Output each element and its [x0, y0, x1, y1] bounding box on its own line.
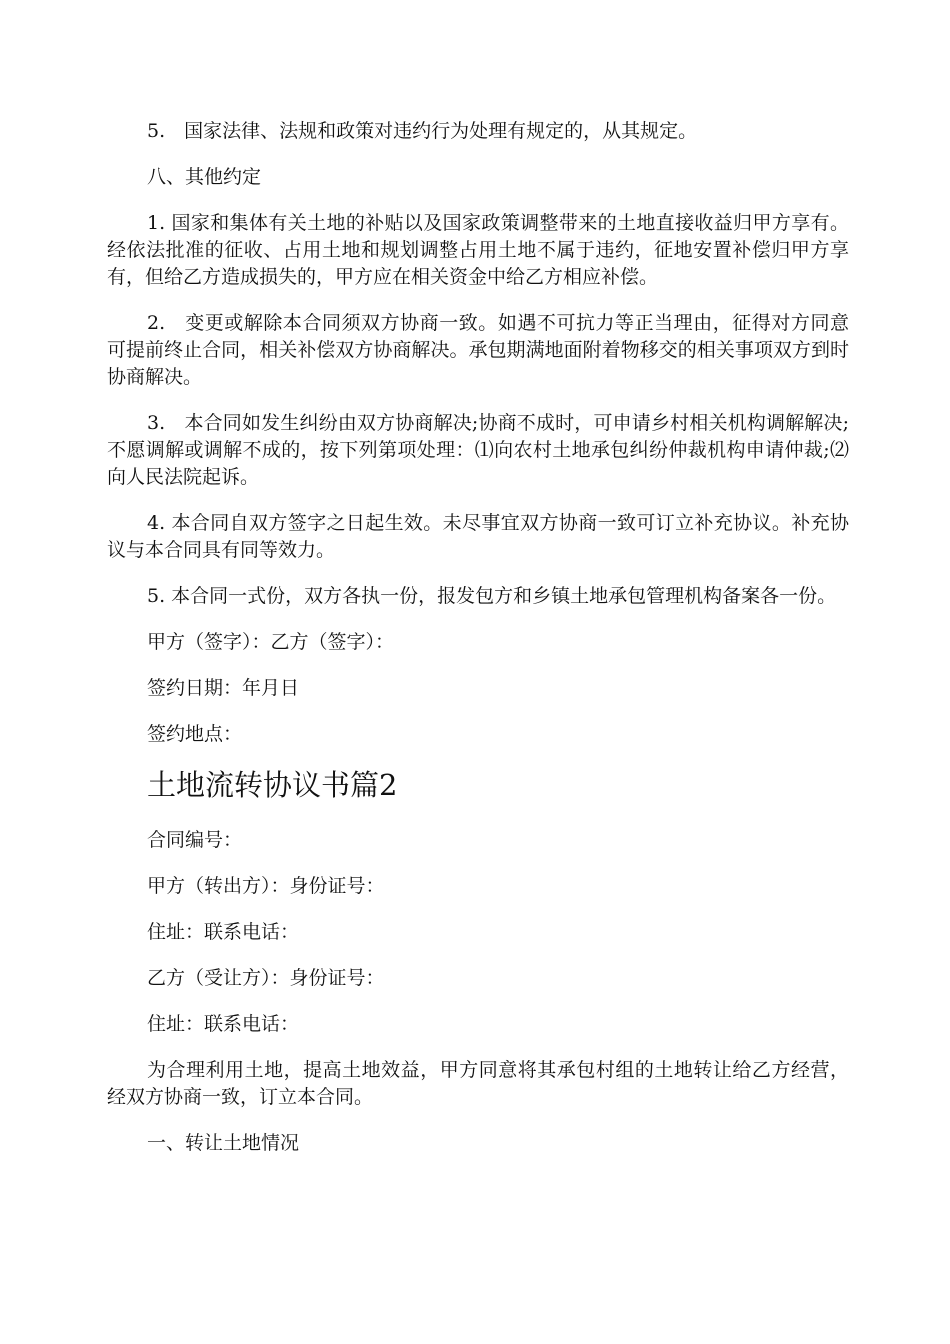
- paragraph-effective: 4. 本合同自双方签字之日起生效。未尽事宜双方协商一致可订立补充协议。补充协议与本合同具有同等效力。: [107, 512, 849, 561]
- signature-line: 甲方（签字）：乙方（签字）：: [147, 631, 395, 653]
- party-a-line: 甲方（转出方）：身份证号：: [147, 875, 385, 897]
- contract-number: 合同编号：: [147, 829, 243, 851]
- paragraph-change-termination: 2. 变更或解除本合同须双方协商一致。如遇不可抗力等正当理由，征得对方同意可提前终止合同，相关补偿双方协商解决。承包期满地面附着物移交的相关事项双方到时协商解决。: [107, 312, 849, 388]
- party-b-line: 乙方（受让方）：身份证号：: [147, 967, 385, 989]
- signing-date: 签约日期：年月日: [147, 677, 300, 699]
- paragraph-law-regulation: 5. 国家法律、法规和政策对违约行为处理有规定的，从其规定。: [147, 120, 698, 142]
- section-title-land-transfer: 一、转让土地情况: [147, 1132, 300, 1154]
- party-a-address: 住址：联系电话：: [147, 921, 300, 943]
- party-b-address: 住址：联系电话：: [147, 1013, 300, 1035]
- document-heading: 土地流转协议书篇2: [147, 768, 398, 802]
- section-title-other-agreements: 八、其他约定: [147, 166, 262, 188]
- paragraph-purpose: 为合理利用土地，提高土地效益，甲方同意将其承包村组的土地转让给乙方经营，经双方协商一致，订立本合同。: [107, 1059, 849, 1108]
- paragraph-dispute: 3. 本合同如发生纠纷由双方协商解决;协商不成时，可申请乡村相关机构调解解决;不愿调解或调解不成的，按下列第项处理：⑴向农村土地承包纠纷仲裁机构申请仲裁;⑵向人民法院起诉。: [107, 412, 849, 488]
- paragraph-subsidy: 1. 国家和集体有关土地的补贴以及国家政策调整带来的土地直接收益归甲方享有。经依法批准的征收、占用土地和规划调整占用土地不属于违约，征地安置补偿归甲方享有，但给乙方造成损失的，甲方应在相关资金中给乙方相应补偿。: [107, 212, 849, 288]
- document-page: [107, 118, 849, 1176]
- paragraph-copies: 5. 本合同一式份，双方各执一份，报发包方和乡镇土地承包管理机构备案各一份。: [147, 585, 837, 607]
- signing-place: 签约地点：: [147, 723, 243, 745]
